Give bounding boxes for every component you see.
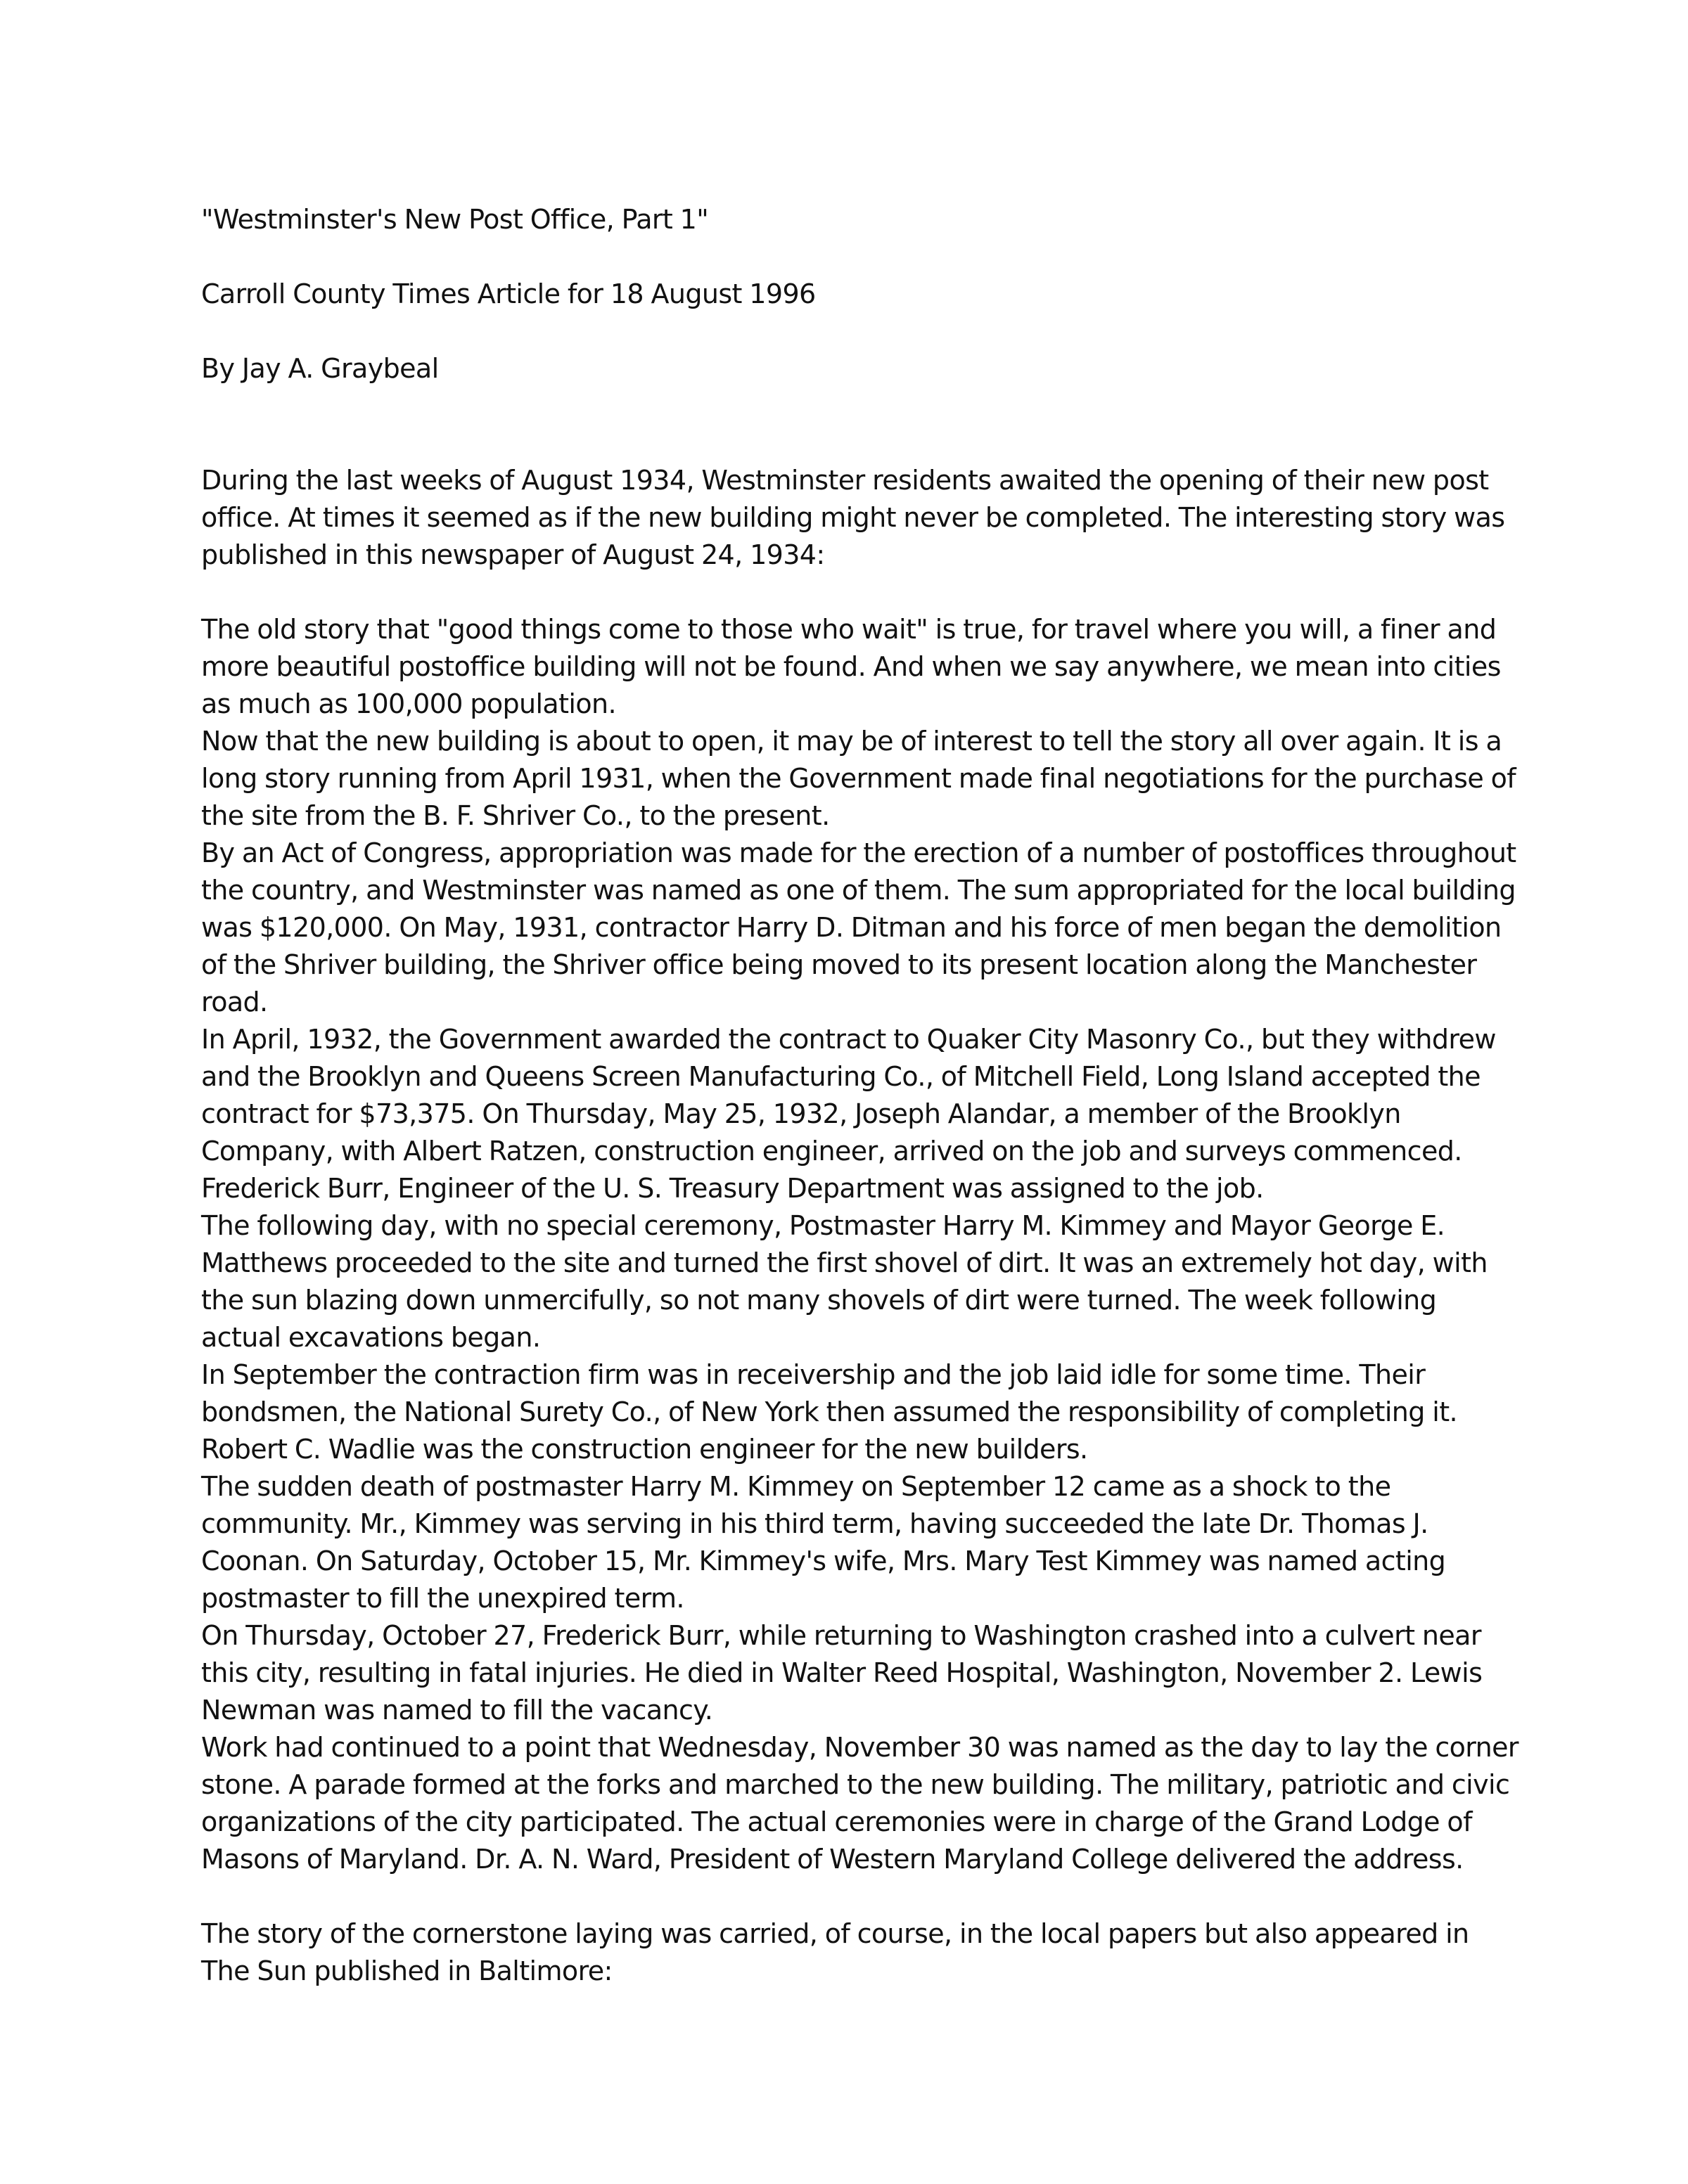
quoted-paragraph: Now that the new building is about to open, it may be of interest to tell the story all over again. It is a long story running from April 1931, when the Government made final negotiations for the purchase of the site from the B. F. Shriver Co., to the present.	[201, 726, 1516, 831]
spacer	[201, 574, 1523, 611]
document-body	[201, 201, 1523, 1990]
quoted-paragraph: In April, 1932, the Government awarded the contract to Quaker City Masonry Co., but they withdrew and the Brooklyn and Queens Screen Manufacturing Co., of Mitchell Field, Long Island accepted the contract for $73,375. On Thursday, May 25, 1932, Joseph Alandar, a member of the Brooklyn Company, with Albert Ratzen, construction engineer, arrived on the job and surveys commenced. Frederick Burr, Engineer of the U. S. Treasury Department was assigned to the job.	[201, 1024, 1496, 1204]
quoted-paragraph: The following day, with no special ceremony, Postmaster Harry M. Kimmey and Mayor George E. Matthews proceeded to the site and turned the first shovel of dirt. It was an extremely hot day, with the sun blazing down unmercifully, so not many shovels of dirt were turned. The week following actual excavations began.	[201, 1210, 1488, 1353]
article-byline: By Jay A. Graybeal	[201, 353, 439, 384]
quoted-paragraph: In September the contraction firm was in receivership and the job laid idle for some time. Their bondsmen, the National Surety Co., of New York then assumed the responsibility of completing it. Robert C. Wadlie was the construction engineer for the new builders.	[201, 1359, 1458, 1465]
spacer	[201, 387, 1523, 462]
article-source: Carroll County Times Article for 18 August 1996	[201, 278, 816, 309]
article-title: "Westminster's New Post Office, Part 1"	[201, 204, 709, 235]
quoted-paragraph: On Thursday, October 27, Frederick Burr, while returning to Washington crashed into a culvert near this city, resulting in fatal injuries. He died in Walter Reed Hospital, Washington, November 2. Lewis Newman was named to fill the vacancy.	[201, 1620, 1483, 1726]
intro-paragraph: During the last weeks of August 1934, Westminster residents awaited the opening of their new post office. At times it seemed as if the new building might never be completed. The interesting story was published in this newspaper of August 24, 1934:	[201, 465, 1505, 570]
closing-paragraph: The story of the cornerstone laying was carried, of course, in the local papers but also appeared in The Sun published in Baltimore:	[201, 1918, 1469, 1986]
quoted-paragraph: The old story that "good things come to those who wait" is true, for travel where you will, a finer and more beautiful postoffice building will not be found. And when we say anywhere, we mean into cities as much as 100,000 population.	[201, 614, 1501, 719]
quoted-paragraph: The sudden death of postmaster Harry M. Kimmey on September 12 came as a shock to the community. Mr., Kimmey was serving in his third term, having succeeded the late Dr. Thomas J. Coonan. On Saturday, October 15, Mr. Kimmey's wife, Mrs. Mary Test Kimmey was named acting postmaster to fill the unexpired term.	[201, 1471, 1446, 1614]
quoted-paragraph: By an Act of Congress, appropriation was made for the erection of a number of postoffices throughout the country, and Westminster was named as one of them. The sum appropriated for the local building was $120,000. On May, 1931, contractor Harry D. Ditman and his force of men began the demolition of the Shriver building, the Shriver office being moved to its present location along the Manchester road.	[201, 837, 1516, 1017]
spacer	[201, 1878, 1523, 1915]
quoted-paragraph: Work had continued to a point that Wednesday, November 30 was named as the day to lay the corner stone. A parade formed at the forks and marched to the new building. The military, patriotic and civic organizations of the city participated. The actual ceremonies were in charge of the Grand Lodge of Masons of Maryland. Dr. A. N. Ward, President of Western Maryland College delivered the address.	[201, 1732, 1518, 1875]
